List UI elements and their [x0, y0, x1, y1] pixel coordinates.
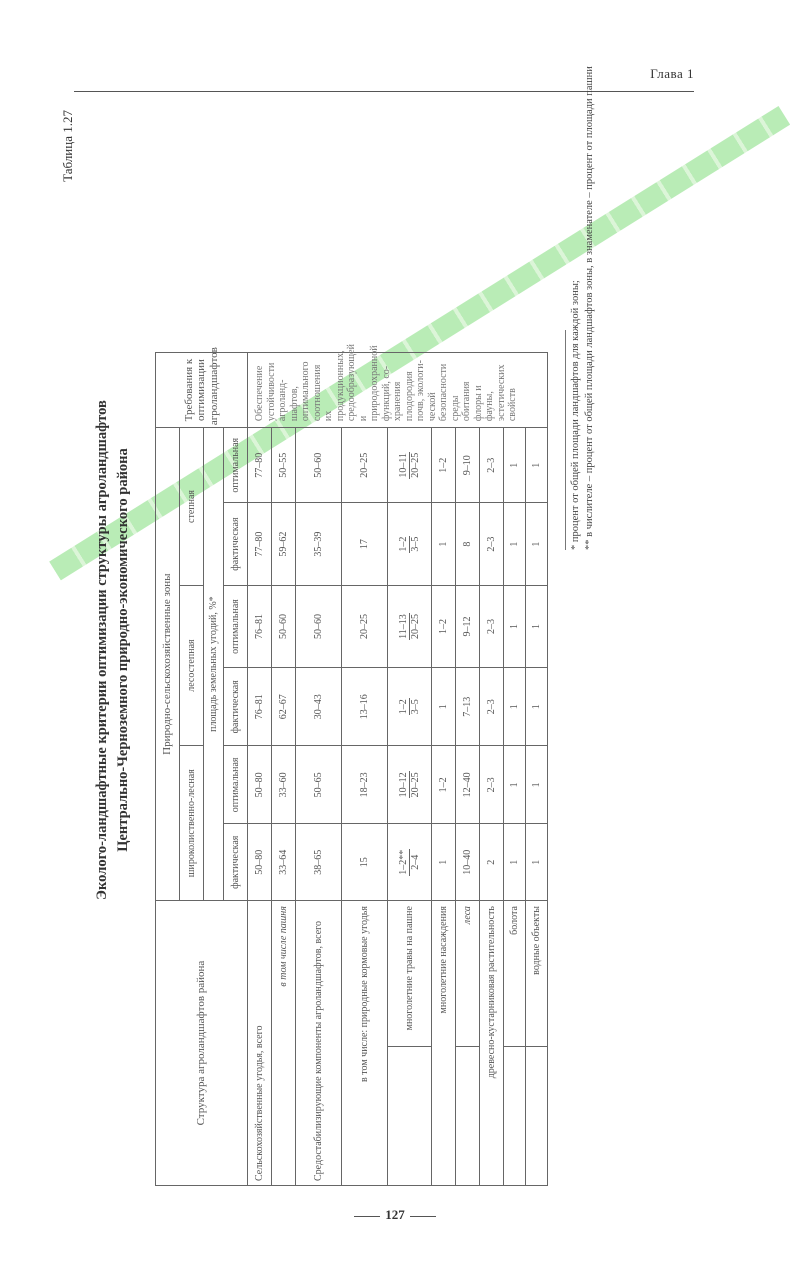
table-cell: 1–2	[432, 585, 456, 667]
table-cell	[388, 428, 432, 503]
table-cell: 50–55	[272, 428, 296, 503]
table-cell: 76–81	[248, 668, 272, 746]
table-cell: 38–65	[296, 824, 342, 901]
page-number	[0, 1207, 790, 1223]
page-number-dash-right	[410, 1216, 436, 1217]
fraction-denominator: 20–25	[409, 452, 421, 478]
table-cell: 2–3	[480, 503, 504, 585]
table-cell: 1	[526, 824, 548, 901]
fraction-numerator: 10–12	[397, 772, 409, 798]
table-cell: 8	[456, 503, 480, 585]
table-cell: 2–3	[480, 428, 504, 503]
chapter-title: Глава 1	[650, 66, 694, 81]
table-row	[248, 107, 272, 1186]
header-rule	[74, 91, 694, 92]
row-label: в том числе: природные кормовые угодья	[342, 901, 388, 1186]
table-cell	[388, 824, 432, 901]
table-cell: 77–80	[248, 503, 272, 585]
sub-opt: оптимальная	[224, 585, 248, 667]
fraction-denominator: 3–5	[409, 699, 421, 715]
table-title-line-1: Эколого-ландшафтные критерии оптимизации структуры агроландшафтов	[94, 400, 110, 900]
table-cell: 1	[432, 503, 456, 585]
table-cell: 33–64	[272, 824, 296, 901]
table-cell: 12–40	[456, 746, 480, 824]
table-row	[456, 107, 480, 1186]
fraction-numerator: 1–2	[397, 536, 409, 552]
table-cell	[388, 585, 432, 667]
table-cell: 59–62	[272, 503, 296, 585]
table-cell: 2–3	[480, 668, 504, 746]
table-cell: 13–16	[342, 668, 388, 746]
table-cell: 1	[504, 585, 526, 667]
table-row	[296, 107, 342, 1186]
table-cell: 50–60	[296, 428, 342, 503]
table-row	[480, 107, 504, 1186]
header-requirements: Требования к оптимизации агроландшафтов	[156, 352, 248, 427]
table-cell: 1	[432, 824, 456, 901]
table-cell: 1	[504, 668, 526, 746]
table-cell: 20–25	[342, 428, 388, 503]
table-cell	[388, 503, 432, 585]
footnote-rule	[565, 330, 566, 550]
zone-header-steppe: степная	[180, 428, 204, 586]
zone-header-forest-steppe: лесостепная	[180, 585, 204, 746]
criteria-table	[155, 106, 548, 1186]
table-cell: 33–60	[272, 746, 296, 824]
table-cell: 2–3	[480, 746, 504, 824]
table-cell: 50–65	[296, 746, 342, 824]
table-cell: 1	[526, 428, 548, 503]
row-label: Сельскохозяйственные угодья, всего	[248, 901, 272, 1186]
table-cell: 1	[504, 746, 526, 824]
row-label: леса	[456, 901, 480, 1047]
zone-header-forest: широколиственно-лесная	[180, 746, 204, 901]
sub-fact: фактическая	[224, 668, 248, 746]
table-cell	[388, 746, 432, 824]
row-label: многолетние травы на пашне	[388, 901, 432, 1047]
table-cell: 50–60	[272, 585, 296, 667]
footnote-2: ** в числителе – процент от общей площади ландшафтов зоны, в знаменателе – процент от площади пашни	[584, 66, 595, 550]
table-cell: 15	[342, 824, 388, 901]
fraction-denominator: 2–4	[409, 854, 421, 870]
requirements-text: Обеспечение устойчивости агроланд-шафтов, оптимального соотношения их продукционных, средообразующей и природоохранной функций, со-хранения плодородия почв, экологи-ческой безопасности среды обитания флоры и фауны, эстетических свойств	[248, 352, 548, 427]
table-cell: 1–2	[432, 428, 456, 503]
table-cell: 30–43	[296, 668, 342, 746]
table-cell: 2	[480, 824, 504, 901]
table-title-line-2: Центрально-Черноземного природно-экономического района	[115, 448, 131, 852]
table-cell: 1–2	[432, 746, 456, 824]
fraction-numerator: 1–2**	[397, 849, 409, 875]
fraction-denominator: 20–25	[409, 772, 421, 798]
table-row	[388, 107, 432, 1186]
table-cell: 1	[526, 585, 548, 667]
table-row	[504, 107, 526, 1186]
table-cell: 62–67	[272, 668, 296, 746]
table-row	[526, 107, 548, 1186]
header-zones: Природно-сельскохозяйственные зоны	[156, 428, 180, 901]
table-cell: 50–60	[296, 585, 342, 667]
table-row	[342, 107, 388, 1186]
row-label: болота	[504, 901, 526, 1047]
table-cell: 2–3	[480, 585, 504, 667]
page-number-dash-left	[354, 1216, 380, 1217]
sub-opt: оптимальная	[224, 428, 248, 503]
table-cell: 9–12	[456, 585, 480, 667]
table-cell: 50–80	[248, 746, 272, 824]
table-cell: 76–81	[248, 585, 272, 667]
table-cell: 50–80	[248, 824, 272, 901]
table-cell: 18–23	[342, 746, 388, 824]
table-cell: 1	[504, 824, 526, 901]
table-cell: 1	[526, 746, 548, 824]
sub-fact: фактическая	[224, 824, 248, 901]
table-cell: 1	[504, 428, 526, 503]
row-label: Средостабилизирующие компоненты агроландшафтов, всего	[296, 901, 342, 1186]
table-cell: 20–25	[342, 585, 388, 667]
fraction-denominator: 20–25	[409, 614, 421, 640]
sub-fact: фактическая	[224, 503, 248, 585]
table-cell: 35–39	[296, 503, 342, 585]
table-number: Таблица 1.27	[60, 110, 75, 182]
sub-opt: оптимальная	[224, 746, 248, 824]
header-structure: Структура агроландшафтов района	[156, 901, 248, 1186]
area-label: площадь земельных угодий, %*	[204, 428, 224, 901]
row-label: древесно-кустарниковая растительность	[480, 901, 504, 1186]
footnote-1: * процент от общей площади ландшафтов для каждой зоны;	[570, 280, 581, 550]
page-number-text: 127	[385, 1207, 405, 1222]
table-cell: 77–80	[248, 428, 272, 503]
table-cell	[388, 668, 432, 746]
table-cell: 1	[526, 503, 548, 585]
table-cell: 10–40	[456, 824, 480, 901]
table-row	[272, 107, 296, 1186]
table-cell: 1	[432, 668, 456, 746]
fraction-numerator: 11–13	[397, 614, 409, 639]
table-row	[432, 107, 456, 1186]
table-cell: 1	[526, 668, 548, 746]
fraction-denominator: 3–5	[409, 536, 421, 552]
table-cell: 1	[504, 503, 526, 585]
table-cell: 17	[342, 503, 388, 585]
running-header	[74, 66, 694, 92]
fraction-numerator: 10–11	[397, 452, 409, 478]
row-label: многолетние насаждения	[432, 901, 456, 1186]
fraction-numerator: 1–2	[397, 699, 409, 715]
table-cell: 7–13	[456, 668, 480, 746]
row-label: в том числе пашня	[272, 901, 296, 1186]
table-cell: 9–10	[456, 428, 480, 503]
row-label: водные объекты	[526, 901, 548, 1047]
